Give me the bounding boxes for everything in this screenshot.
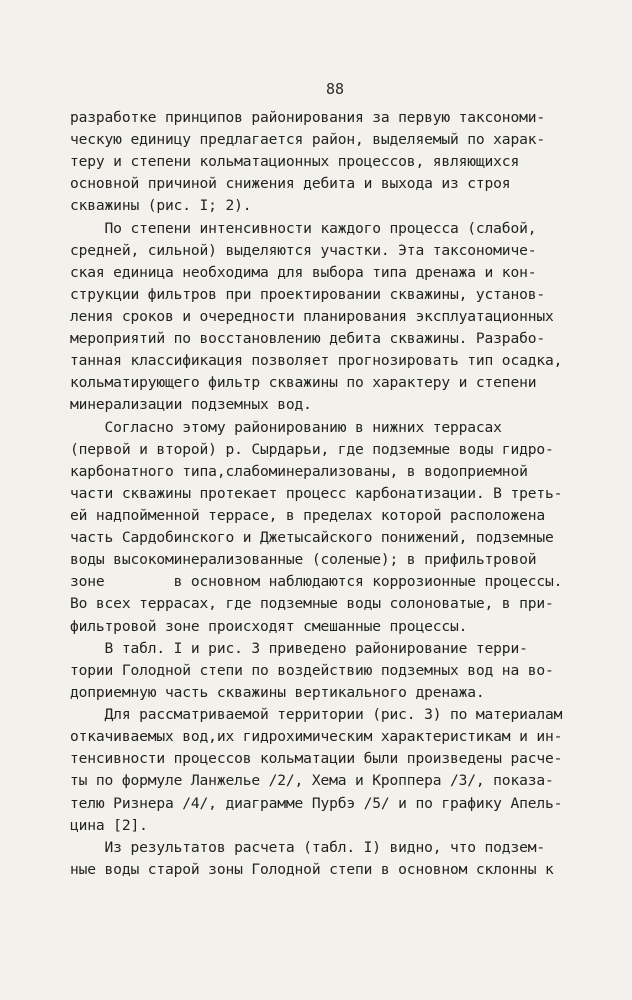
text-line: части скважины протекает процесс карбонатизации. В треть- — [70, 485, 563, 502]
text-line: По степени интенсивности каждого процесса (слабой, — [70, 220, 537, 237]
text-line: воды высокоминерализованные (соленые); в прифильтровой — [70, 551, 537, 568]
text-line: часть Сардобинского и Джетысайского понижений, подземные — [70, 529, 554, 546]
text-line: ческую единицу предлагается район, выделяемый по харак- — [70, 131, 545, 148]
text-line: откачиваемых вод,их гидрохимическим характеристикам и ин- — [70, 728, 563, 745]
text-line: тенсивности процессов кольматации были произведены расче- — [70, 750, 563, 767]
text-line: телю Ризнера /4/, диаграмме Пурбэ /5/ и по графику Апель- — [70, 795, 563, 812]
text-line: струкции фильтров при проектировании скважины, установ- — [70, 286, 545, 303]
text-line: карбонатного типа,слабоминерализованы, в водоприемной — [70, 463, 528, 480]
text-line: средней, сильной) выделяются участки. Эта таксономиче- — [70, 242, 537, 259]
text-line: доприемную часть скважины вертикального дренажа. — [70, 684, 485, 701]
text-line: минерализации подземных вод. — [70, 396, 312, 413]
text-line: кольматирующего фильтр скважины по характеру и степени — [70, 374, 537, 391]
text-line: В табл. I и рис. 3 приведено районирование терри- — [70, 640, 528, 657]
text-line: ей надпойменной террасе, в пределах которой расположена — [70, 507, 545, 524]
text-line: (первой и второй) р. Сырдарьи, где подземные воды гидро- — [70, 441, 554, 458]
text-line: ные воды старой зоны Голодной степи в основном склонны к — [70, 861, 554, 878]
text-line: теру и степени кольматационных процессов, являющихся — [70, 153, 520, 170]
text-line: ская единица необходима для выбора типа дренажа и кон- — [70, 264, 537, 281]
text-line: Согласно этому районированию в нижних террасах — [70, 419, 502, 436]
text-line: зоне в основном наблюдаются коррозионные процессы. — [70, 573, 563, 590]
text-line: ты по формуле Ланжелье /2/, Хема и Кроппера /3/, показа- — [70, 772, 554, 789]
text-line: основной причиной снижения дебита и выхода из строя — [70, 175, 511, 192]
text-line: Для рассматриваемой территории (рис. 3) по материалам — [70, 706, 563, 723]
text-line: ления сроков и очередности планирования эксплуатационных — [70, 308, 554, 325]
text-line: скважины (рис. I; 2). — [70, 197, 252, 214]
text-line: фильтровой зоне происходят смешанные процессы. — [70, 618, 468, 635]
text-line: Из результатов расчета (табл. I) видно, что подзем- — [70, 839, 545, 856]
text-line: танная классификация позволяет прогнозировать тип осадка, — [70, 352, 563, 369]
text-line: тории Голодной степи по воздействию подземных вод на во- — [70, 662, 554, 679]
text-line: разработке принципов районирования за первую таксономи- — [70, 109, 545, 126]
text-line: цина [2]. — [70, 817, 148, 834]
text-line: мероприятий по восстановлению дебита скважины. Разрабо- — [70, 330, 545, 347]
text-line: Во всех террасах, где подземные воды солоноватые, в при- — [70, 595, 554, 612]
page-number: 88 — [326, 80, 345, 98]
